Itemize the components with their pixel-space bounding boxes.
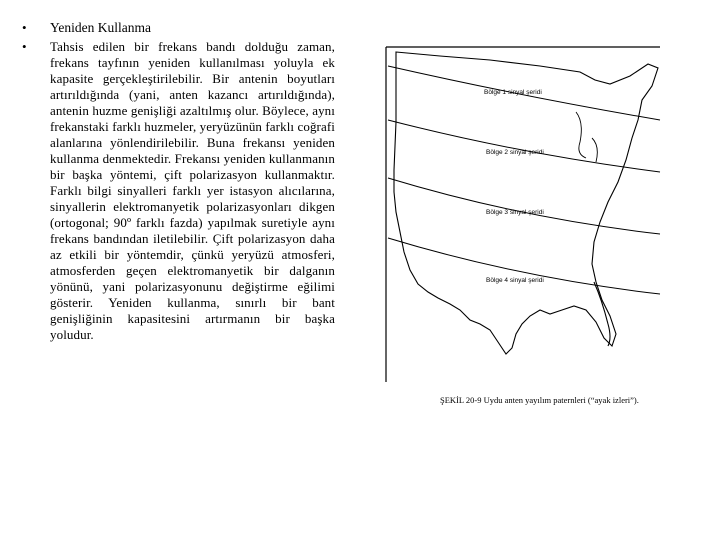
figure-caption: ŞEKİL 20-9 Uydu anten yayılım paternleri (“ayak izleri”). bbox=[440, 395, 639, 405]
section-heading: Yeniden Kullanma bbox=[50, 20, 151, 35]
beam-label-4: Bölge 4 sinyal şeridi bbox=[486, 277, 544, 284]
bullet-list bbox=[22, 20, 342, 343]
bullet-marker: • bbox=[22, 20, 27, 35]
bullet-marker: • bbox=[22, 39, 27, 54]
beam-label-2: Bölge 2 sinyal şeridi bbox=[486, 149, 544, 156]
great-lakes bbox=[576, 112, 597, 162]
florida bbox=[594, 282, 610, 346]
bullet-body-item bbox=[22, 39, 342, 343]
usa-map-figure bbox=[380, 42, 665, 387]
beam-label-3: Bölge 3 sinyal şeridi bbox=[486, 209, 544, 216]
beam-label-1: Bölge 1 sinyal şeridi bbox=[484, 89, 542, 96]
bullet-heading-item bbox=[22, 20, 342, 39]
beam-arc-4 bbox=[388, 238, 660, 294]
body-paragraph: Tahsis edilen bir frekans bandı dolduğu zaman, frekans tayfının yeniden kullanılması yoluyla ek kapasite gerçekleştirilebilir. Bir antenin boyutları artırıldığında (yani, anten kazancı artırıldığında), antenin huzme genişliği azaltılmış olur. Böylece, aynı frekanstaki farklı huzmeler, yeryüzünün farklı coğrafi alanlarına yönlendirilebilir. Buna frekansı yeniden kullanma denmektedir. Frekansı yeniden kullanmanın bir başka yöntemi, çift polarizasyon kullanmaktır. Farklı bilgi sinyalleri farklı yer istasyon alıcılarına, sinyallerin elektromanyetik polarizasyonları dikgen (ortogonal; 90º farklı fazda) yapılmak suretiyle aynı frekans bandından iletilebilir. Çift polarizasyon daha az etkili bir yöntemdir, çünkü yeryüzü atmosferi, atmosferden geçen elektromanyetik bir dalganın yönünü, yani polarizasyonunu değiştirme eğilimi gösterir. Yeniden kullanma, sınırlı bir bant genişliğinin kapasitesini artırmanın bir başka yoludur. bbox=[50, 39, 335, 342]
satellite-footprint-map bbox=[380, 42, 665, 387]
beam-arc-2 bbox=[388, 120, 660, 172]
beam-arc-3 bbox=[388, 178, 660, 234]
usa-outline bbox=[394, 52, 658, 354]
